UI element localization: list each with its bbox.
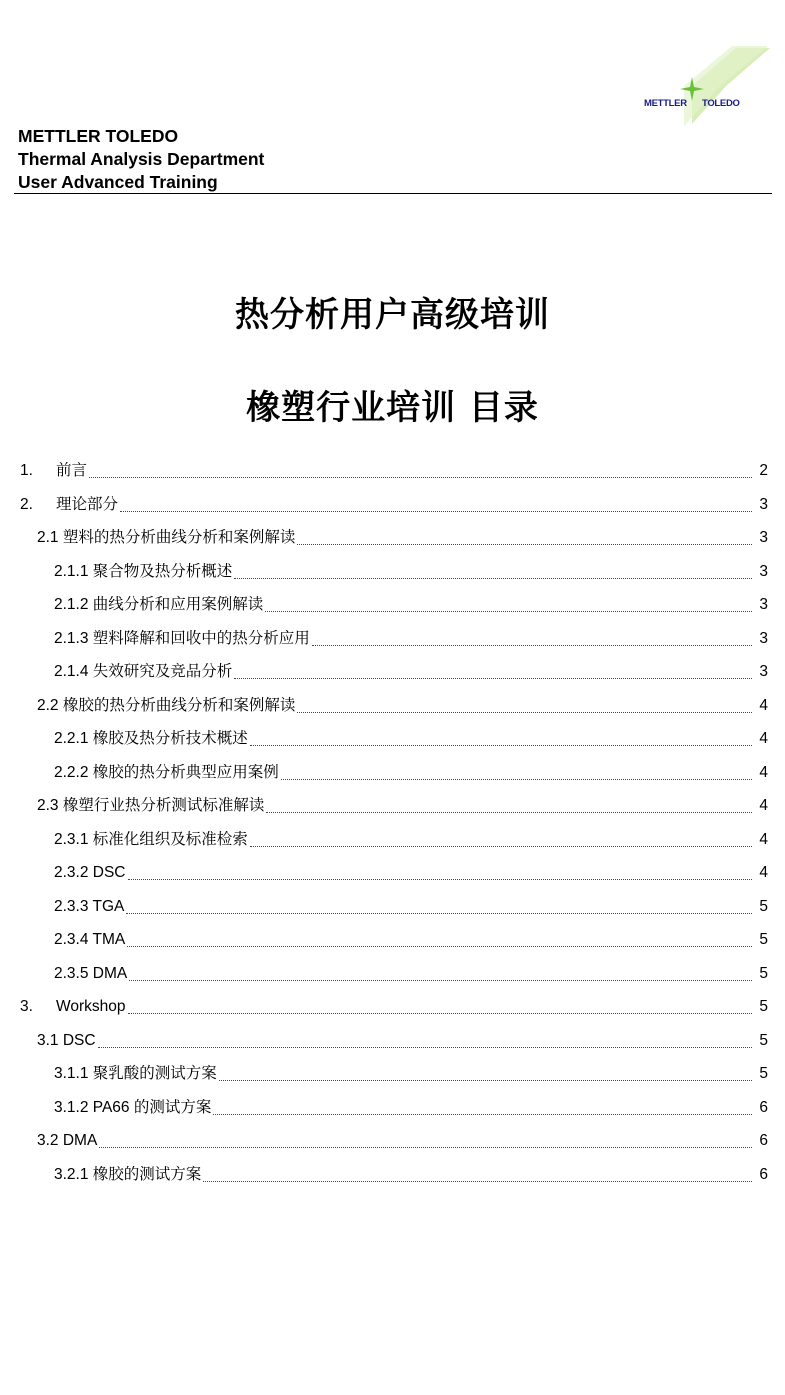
toc-entry[interactable] [54,1060,768,1084]
toc-entry-label: 3.1.1 聚乳酸的测试方案 [54,1065,217,1082]
header-training: User Advanced Training [18,172,218,192]
toc-dot-leader [127,928,752,947]
toc-entry-page: 5 [759,998,768,1015]
toc-dot-leader [129,962,752,981]
toc-entry-page: 4 [759,831,768,848]
toc-entry-page: 5 [759,965,768,982]
toc-entry[interactable] [37,792,768,816]
toc-dot-leader [120,493,752,512]
toc-entry[interactable] [54,658,768,682]
toc-entry-label: 3.1.2 PA66 的测试方案 [54,1099,212,1116]
toc-entry[interactable] [54,558,768,582]
toc-dot-leader [312,627,752,646]
toc-entry[interactable] [20,457,768,481]
toc-entry-label: 2.1.1 聚合物及热分析概述 [54,563,233,580]
document-subtitle: 橡塑行业培训 目录 [246,388,539,428]
toc-entry[interactable] [37,1127,768,1151]
toc-entry-page: 3 [759,630,768,647]
document-header [18,125,264,194]
logo-text-mettler: METTLER [644,98,687,109]
toc-dot-leader [99,1129,752,1148]
toc-dot-leader [234,660,752,679]
toc-dot-leader [297,526,752,545]
toc-dot-leader [203,1163,752,1182]
toc-entry[interactable] [54,591,768,615]
toc-entry-page: 3 [759,529,768,546]
toc-entry-label: 3.2 DMA [37,1132,98,1149]
toc-entry-label: 理论部分 [56,496,119,513]
toc-entry[interactable] [54,759,768,783]
toc-entry-number: 1. [20,462,33,479]
toc-entry-label: 2.1.4 失效研究及竞品分析 [54,663,233,680]
toc-dot-leader [89,459,752,478]
toc-entry-page: 4 [759,697,768,714]
toc-entry[interactable] [37,692,768,716]
toc-entry-page: 6 [759,1132,768,1149]
toc-entry-page: 6 [759,1166,768,1183]
logo-mark-icon [640,46,772,126]
toc-dot-leader [219,1062,752,1081]
toc-entry-label: 2.3.5 DMA [54,965,128,982]
toc-entry-label: 前言 [56,462,88,479]
document-title: 热分析用户高级培训 [235,295,550,335]
toc-dot-leader [265,593,752,612]
toc-dot-leader [126,895,752,914]
toc-entry-page: 3 [759,563,768,580]
toc-entry-label: 2.3.1 标准化组织及标准检索 [54,831,248,848]
toc-entry[interactable] [37,1027,768,1051]
toc-entry-page: 6 [759,1099,768,1116]
header-rule [14,193,772,194]
toc-entry-label: 2.1.3 塑料降解和回收中的热分析应用 [54,630,310,647]
header-department: Thermal Analysis Department [18,149,265,169]
toc-entry-page: 4 [759,730,768,747]
toc-entry[interactable] [54,893,768,917]
header-company: METTLER TOLEDO [18,126,179,146]
toc-entry[interactable] [54,725,768,749]
toc-entry-label: 2.1.2 曲线分析和应用案例解读 [54,596,264,613]
toc-dot-leader [128,861,752,880]
toc-entry-label: 2.3 橡塑行业热分析测试标准解读 [37,797,265,814]
toc-entry-label: 3.2.1 橡胶的测试方案 [54,1166,202,1183]
toc-dot-leader [250,828,752,847]
toc-dot-leader [250,727,752,746]
toc-entry[interactable] [37,524,768,548]
toc-dot-leader [281,761,752,780]
toc-entry[interactable] [20,491,768,515]
toc-entry-label: 3.1 DSC [37,1032,96,1049]
toc-entry[interactable] [54,859,768,883]
toc-entry-page: 5 [759,898,768,915]
toc-entry-page: 5 [759,1065,768,1082]
toc-entry[interactable] [54,926,768,950]
toc-entry-page: 2 [759,462,768,479]
toc-entry-label: 2.3.2 DSC [54,864,126,881]
mettler-toledo-logo [640,46,772,126]
toc-entry-label: Workshop [56,998,126,1015]
toc-entry-number: 3. [20,998,33,1015]
logo-text-toledo: TOLEDO [702,98,740,109]
toc-entry-page: 3 [759,596,768,613]
toc-entry-page: 4 [759,864,768,881]
toc-entry[interactable] [54,1094,768,1118]
toc-entry-label: 2.1 塑料的热分析曲线分析和案例解读 [37,529,296,546]
toc-dot-leader [266,794,752,813]
toc-entry[interactable] [54,625,768,649]
toc-entry-page: 5 [759,931,768,948]
toc-dot-leader [98,1029,752,1048]
toc-dot-leader [297,694,752,713]
toc-dot-leader [234,560,752,579]
toc-entry-label: 2.3.3 TGA [54,898,125,915]
toc-entry-label: 2.3.4 TMA [54,931,126,948]
toc-entry-page: 3 [759,663,768,680]
toc-entry[interactable] [54,1161,768,1185]
toc-entry[interactable] [54,960,768,984]
toc-entry[interactable] [20,993,768,1017]
toc-entry-page: 4 [759,797,768,814]
toc-entry-number: 2. [20,496,33,513]
toc-dot-leader [128,995,753,1014]
toc-entry-page: 4 [759,764,768,781]
toc-entry-page: 3 [759,496,768,513]
toc-entry-label: 2.2.2 橡胶的热分析典型应用案例 [54,764,279,781]
toc-dot-leader [213,1096,752,1115]
toc-entry-page: 5 [759,1032,768,1049]
toc-entry-label: 2.2 橡胶的热分析曲线分析和案例解读 [37,697,296,714]
toc-entry-label: 2.2.1 橡胶及热分析技术概述 [54,730,248,747]
toc-entry[interactable] [54,826,768,850]
